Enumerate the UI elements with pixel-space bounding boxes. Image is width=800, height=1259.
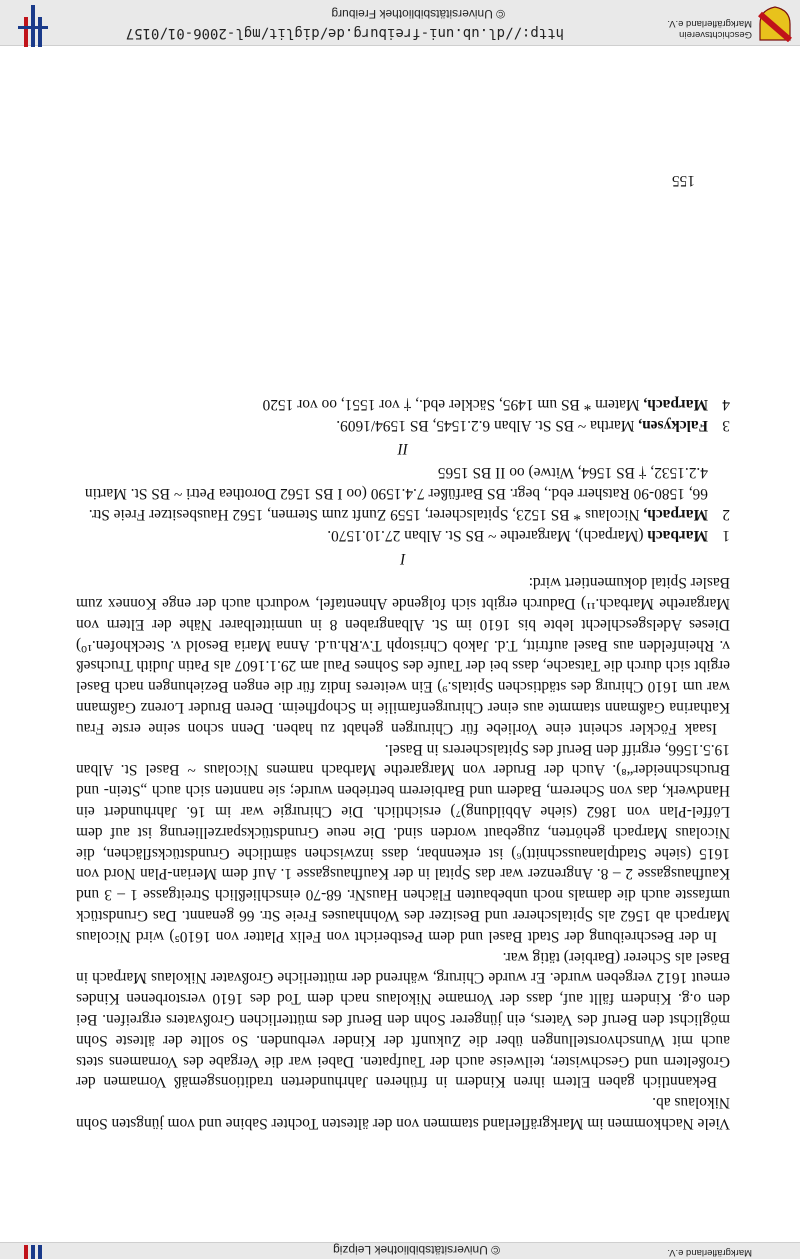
section-heading: II: [397, 440, 409, 458]
permalink-url[interactable]: http://dl.ub.uni-freiburg.de/diglit/mgl-2006-01/0157: [125, 25, 564, 41]
top-org-name: Markgräflerland e.V.: [667, 1247, 752, 1258]
genealogy-entry: [76, 524, 730, 545]
page-number: 155: [671, 172, 695, 189]
genealogy-entry: [76, 414, 730, 435]
top-copyright: © Universitätsbibliothek Leipzig: [333, 1243, 500, 1257]
document-body: [76, 393, 730, 1133]
entry-number: 2: [722, 505, 730, 523]
paragraph: In der Beschreibung der Stadt Basel und dem Pestbericht von Felix Platter von 1610⁵) wird Nicolaus Marpach ab 1562 als Spitalscherer und Besitzer des Wohnhauses Freie Str. 66 genannt. Das Grundstück umfasste auch die damals noch unbebauten Flächen HausNr. 68-70 einschließlich Streitgasse 1 – 3 und Kaufhausgasse 2 – 8. Angrenzer war das Spital in der Kaufhausgasse 1. Auf dem Merian-Plan Nord von 1615 (siehe Stadtplanausschnitt)⁶) ist erkennbar, dass inzwischen sämtliche Grundstücksflächen, die Nicolaus Marpach gehörten, zugebaut worden sind. Die neue Grundstücksparzellierung ist auf dem Löffel-Plan von 1862 (siehe Abbildung)⁷) ersichtlich. Die Chirurgie war im 16. Jahrhundert ein Handwerk, das von Scherern, Badern und Barbierern betrieben wurde; sie nannten sich auch „Stein- und Bruchschneider“⁸). Auch der Bruder von Margarethe Marbach namens Nicolaus ~ Basel St. Alban 19.5.1566, ergriff den Beruf des Spitalscherers in Basel.: [76, 740, 730, 945]
org-line: Geschichtsverein: [679, 29, 752, 40]
section-heading: I: [400, 550, 406, 568]
genealogy-entry: [76, 393, 730, 414]
entry-text: Nicolaus * BS 1523, Spitalscherer, 1559 Zunft zum Sternen, 1562 Hausbesitzer Freie Str. 66, 1580-90 Ratsherr ebd., begr. BS Barfüßer 7.4.1590 (oo I BS 1562 Dorothea Petri ~ BS St. Martin 4.2.1532, † BS 1564, Witwe) oo II BS 1565: [84, 464, 708, 523]
entry-text: Martha ~ BS St. Alban 6.2.1545, BS 1594/1609.: [336, 416, 639, 434]
library-copyright: © Universitätsbibliothek Freiburg: [331, 7, 505, 21]
entry-number: 1: [722, 526, 730, 544]
paragraph: Bekanntlich gaben Eltern ihren Kindern in früheren Jahrhunderten traditionsgemäß Vornamen der Großeltern und Geschwister, teilweise auch der Taufpaten. Dabei war die Vergabe des Vornamens stets auch mit Wunschvorstellungen über die Zukunft der Kinder verbunden. So sollte der älteste Sohn möglichst den Beruf des Vaters, ein jüngerer Sohn den Beruf des mütterlichen Großvaters ergreifen. Bei den o.g. Kindern fällt auf, dass der Vorname Nikolaus nach dem Tod des 1610 verstorbenen Kindes erneut 1612 vergeben wurde. Er wurde Chirurg, während der mütterliche Großvater Nikolaus Marpach in Basel als Scherer (Barbier) tätig war.: [76, 948, 730, 1091]
org-line: Markgräflerland e.V.: [667, 18, 752, 29]
entry-name: Marpach,: [643, 505, 708, 523]
paragraph: Viele Nachkommen im Markgräflerland stammen von der ältesten Tochter Sabine und vom jüngsten Sohn Nikolaus ab.: [76, 1094, 730, 1132]
historical-society-name: [667, 18, 752, 40]
entry-name: Marpach,: [643, 395, 708, 413]
paragraph: Isaak Föckler scheint eine Vorliebe für Chirurgen gehabt zu haben. Denn schon seine erste Frau Katharina Gaßmann stammte aus einer Chirurgenfamilie in Schopfheim. Deren Bruder Lorenz Gaßmann war um 1610 Chirurg des städtischen Spitals.⁹) Ein weiteres Indiz für die engen Beziehungen nach Basel ergibt sich durch die Tatsache, dass bei der Taufe des Sohnes Paul am 29.1.1607 als Patin Judith Truchseß v. Rheinfelden aus Basel auftritt, T.d. Jakob Christoph T.v.Rh.u.d. Anna Maria Besold v. Steckhofen.¹⁰) Dieses Adelsgeschlecht lebte bis 1610 im St. Albangraben 8 in unmittelbarer Nähe der Eltern von Margarethe Marbach.¹¹) Dadurch ergibt sich folgende Ahnentafel, wodurch auch der enge Konnex zum Basler Spital dokumentiert wird:: [76, 574, 730, 737]
entry-text: (Marpach), Margarethe ~ BS St. Alban 27.10.1570.: [327, 526, 648, 544]
genealogy-entry: [76, 462, 730, 524]
coat-of-arms-icon: [758, 6, 792, 42]
library-logo-icon: [16, 5, 50, 47]
library-logo-icon-top: [16, 1245, 50, 1259]
entry-name: Marbach: [647, 526, 708, 544]
entry-number: 4: [722, 395, 730, 413]
entry-text: Matern * BS um 1495, Säckler ebd., † vor 1551, oo vor 1520: [262, 395, 644, 413]
entry-number: 3: [722, 416, 730, 434]
entry-name: Falckysen,: [638, 416, 708, 434]
